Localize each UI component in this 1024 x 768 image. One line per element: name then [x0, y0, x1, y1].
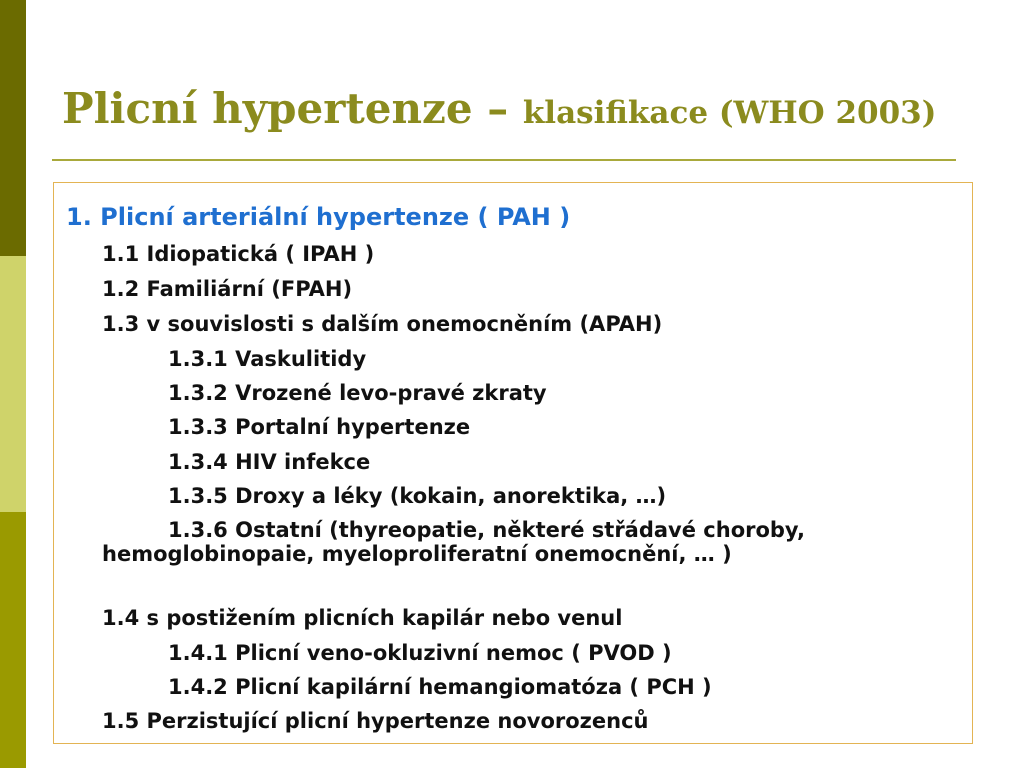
list-item: 1.4.1 Plicní veno-okluzivní nemoc ( PVOD ) — [168, 641, 672, 665]
list-item: 1.3 v souvislosti s dalším onemocněním (APAH) — [102, 312, 663, 336]
title-main: Plicní hypertenze – — [62, 84, 523, 133]
list-item: 1.3.2 Vrozené levo-pravé zkraty — [168, 381, 547, 405]
title-subtitle: klasifikace (WHO 2003) — [522, 95, 937, 131]
list-item: 1.2 Familiární (FPAH) — [102, 277, 353, 301]
list-item: 1.3.6 Ostatní (thyreopatie, některé střádavé choroby, hemoglobinopaie, myeloproliferatní onemocnění, … ) — [102, 518, 805, 566]
list-item: 1.5 Perzistující plicní hypertenze novorozenců — [102, 709, 649, 733]
title-divider — [52, 159, 956, 161]
list-item: 1.4.2 Plicní kapilární hemangiomatóza ( PCH ) — [168, 675, 712, 699]
side-bar-bottom — [0, 512, 26, 768]
side-bar-top — [0, 0, 26, 256]
list-item: 1.3.4 HIV infekce — [168, 450, 371, 474]
list-item: 1.4 s postižením plicních kapilár nebo venul — [102, 606, 623, 630]
side-bar-middle — [0, 256, 26, 512]
list-item: 1.1 Idiopatická ( IPAH ) — [102, 242, 375, 266]
list-item: 1.3.5 Droxy a léky (kokain, anorektika, …) — [168, 484, 667, 508]
list-item: 1.3.1 Vaskulitidy — [168, 347, 367, 371]
list-item: 1.3.3 Portalní hypertenze — [168, 415, 471, 439]
classification-heading: 1. Plicní arteriální hypertenze ( PAH ) — [66, 203, 571, 231]
slide-title — [62, 84, 937, 133]
